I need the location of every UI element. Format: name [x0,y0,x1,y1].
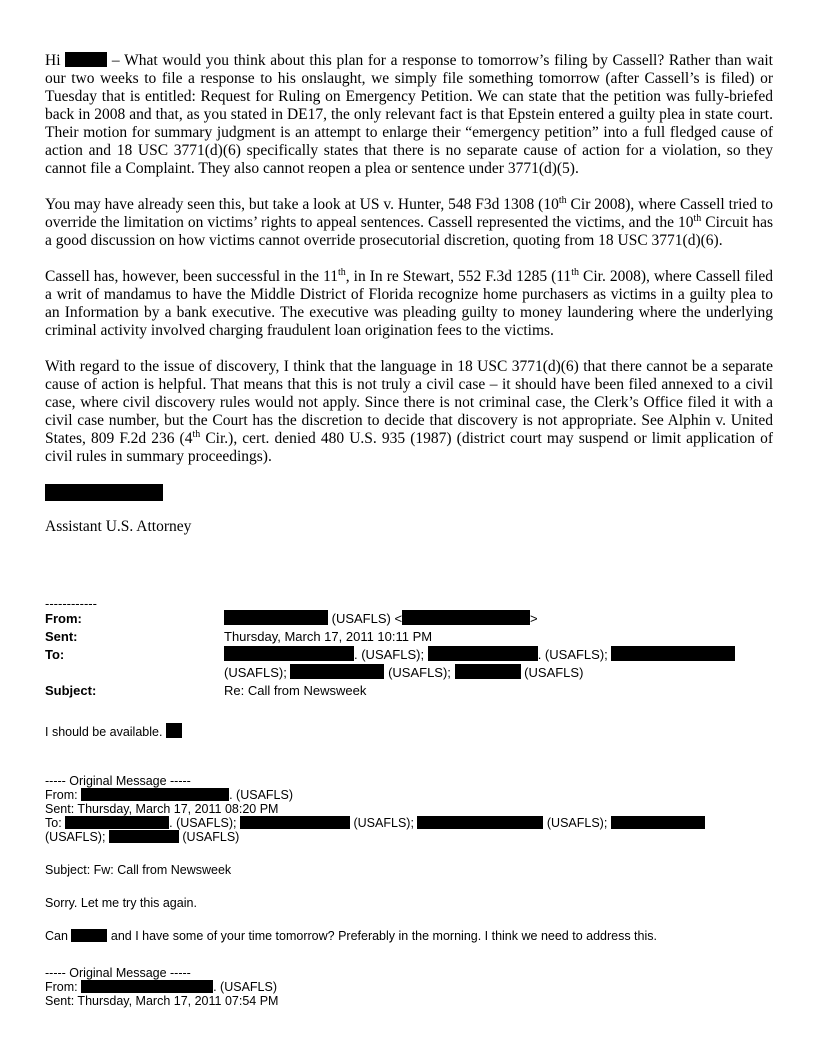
text-run: (USAFLS); [224,665,287,680]
redaction [109,830,179,843]
original-message-2 [45,966,773,1008]
text-run: You may have already seen this, but take a look at US v. Hunter, 548 F3d 1308 (10 [45,196,559,213]
orig2-from [45,980,773,994]
text-run: Cassell has, however, been successful in the 11 [45,268,338,285]
text-run: Cir 2008), where Cassell tried to override the limitation on victims’ rights to appeal sentences. Cassell represented the victims, and the 10 [45,196,773,231]
subject-label: Subject: [45,683,97,698]
text-run: (USAFLS); [350,816,414,830]
redaction [65,816,169,829]
text-run: With regard to the issue of discovery, I think that the language in 18 USC 3771(d)(6) that there cannot be a separate cause of action is helpful. That means that this is not truly a civil case – it should have been filed annexed to a civil case, where civil discovery rules would not apply. Since there is not criminal case, the Clerk’s Office filed it with a civil case number, but the Court has the discretion to decide that discovery is not appropriate. See Alphin v. United States, 809 F.2d 236 (4 [45,358,773,447]
redaction [71,929,107,942]
redaction [240,816,350,829]
to-label: To: [45,647,65,662]
text-run: and I have some of your time tomorrow? Preferably in the morning. I think we need to address this. [107,929,657,943]
text-run: Can [45,929,72,943]
redaction [402,610,530,625]
from-row [45,610,773,628]
text-run: I should be available. [45,725,163,739]
text-run: (USAFLS); [543,816,608,830]
text-run: (USAFLS) [520,665,584,680]
original-message-marker: ----- Original Message ----- [45,774,191,788]
to-value [224,646,773,682]
redaction [455,664,521,679]
redaction [290,664,384,679]
text-run: From: [45,980,82,994]
text-run: (USAFLS); [384,665,451,680]
redaction [81,980,213,993]
orig-from [45,788,773,802]
original-message-1 [45,774,773,943]
redaction [224,646,354,661]
text-run: Circuit has a good discussion on how victims cannot override prosecutorial discretion, quoting from 18 USC 3771(d)(6). [45,214,773,249]
text-run: . (USAFLS); [169,816,237,830]
reply-text [45,723,773,739]
superscript: th [571,266,579,278]
text-run: . (USAFLS) [229,788,294,802]
text-run: To: [45,816,66,830]
orig-to-line2 [45,830,773,844]
orig-to [45,816,773,830]
redaction [224,610,328,625]
paragraph-1-text: – What would you think about this plan for a response to tomorrow’s filing by Cassell? Rather than wait our two weeks to file a response to his onslaught, we simply file something tomorrow (after Cassell’s is filed) or Tuesday that is entitled: Request for Ruling on Emergency Petition. We can state that the petition was fully-briefed back in 2008 and that, as you stated in DE17, the only relevant fact is that Epstein entered a guilty plea in state court. Their motion for summary judgment is an attempt to enlarge their “emergency petition” into a full fledged cause of action and 18 USC 3771(d)(6) specifically states that there is no separate cause of action for a violation, so they cannot file a Complaint. They also cannot reopen a plea or sentence under 3771(d)(5). [45,52,773,177]
orig-line-2 [45,929,773,943]
paragraph-3 [45,268,773,340]
redaction [65,52,107,67]
to-row [45,646,773,682]
text-run: From: [45,788,82,802]
signature-redaction [45,484,773,504]
sent-value: Thursday, March 17, 2011 10:11 PM [224,629,433,644]
paragraph-1 [45,52,773,178]
sent-label: Sent: [45,629,78,644]
greeting: Hi [45,52,61,69]
orig2-sent: Sent: Thursday, March 17, 2011 07:54 PM [45,994,279,1008]
signer-title: Assistant U.S. Attorney [45,518,192,535]
text-run: (USAFLS) [178,830,240,844]
text-run: . (USAFLS) [213,980,278,994]
orig-line-1: Sorry. Let me try this again. [45,896,197,910]
text-run: Cir. 2008), where Cassell filed a writ of mandamus to have the Middle District of Florida recognize home purchasers as victims in a guilty plea to an Information by a bank executive. The executive was pleading guilty to money laundering where the underlying criminal activity involved charging fraudulent loan origination fees to the victims. [45,268,774,339]
redaction [428,646,538,661]
redaction [417,816,543,829]
paragraph-4 [45,358,773,466]
text-run: (USAFLS); [45,830,106,844]
redaction [45,484,163,501]
superscript: th [338,266,346,278]
text-run: . (USAFLS); [537,647,608,662]
orig-subject: Subject: Fw: Call from Newsweek [45,863,232,877]
original-message-marker: ----- Original Message ----- [45,966,191,980]
text-run: . (USAFLS); [354,647,425,662]
subject-row [45,682,773,700]
superscript: th [192,428,201,440]
redaction [611,646,735,661]
redaction [166,723,182,738]
letter-body [45,52,773,536]
redaction [611,816,705,829]
from-label: From: [45,611,82,626]
subject-value: Re: Call from Newsweek [224,683,367,698]
email-header [45,598,773,700]
superscript: th [558,194,567,206]
orig-sent: Sent: Thursday, March 17, 2011 08:20 PM [45,802,279,816]
redaction [81,788,229,801]
superscript: th [693,212,702,224]
text-run: > [530,611,538,626]
sent-row [45,628,773,646]
paragraph-2 [45,196,773,250]
text-run: (USAFLS) < [328,611,403,626]
text-run: Cir.), cert. denied 480 U.S. 935 (1987) (district court may suspend or limit application of civil rules in summary proceedings). [45,430,773,465]
text-run: , in In re Stewart, 552 F.3d 1285 (11 [345,268,572,285]
header-divider: ------------ [45,596,97,611]
from-value [224,610,773,628]
